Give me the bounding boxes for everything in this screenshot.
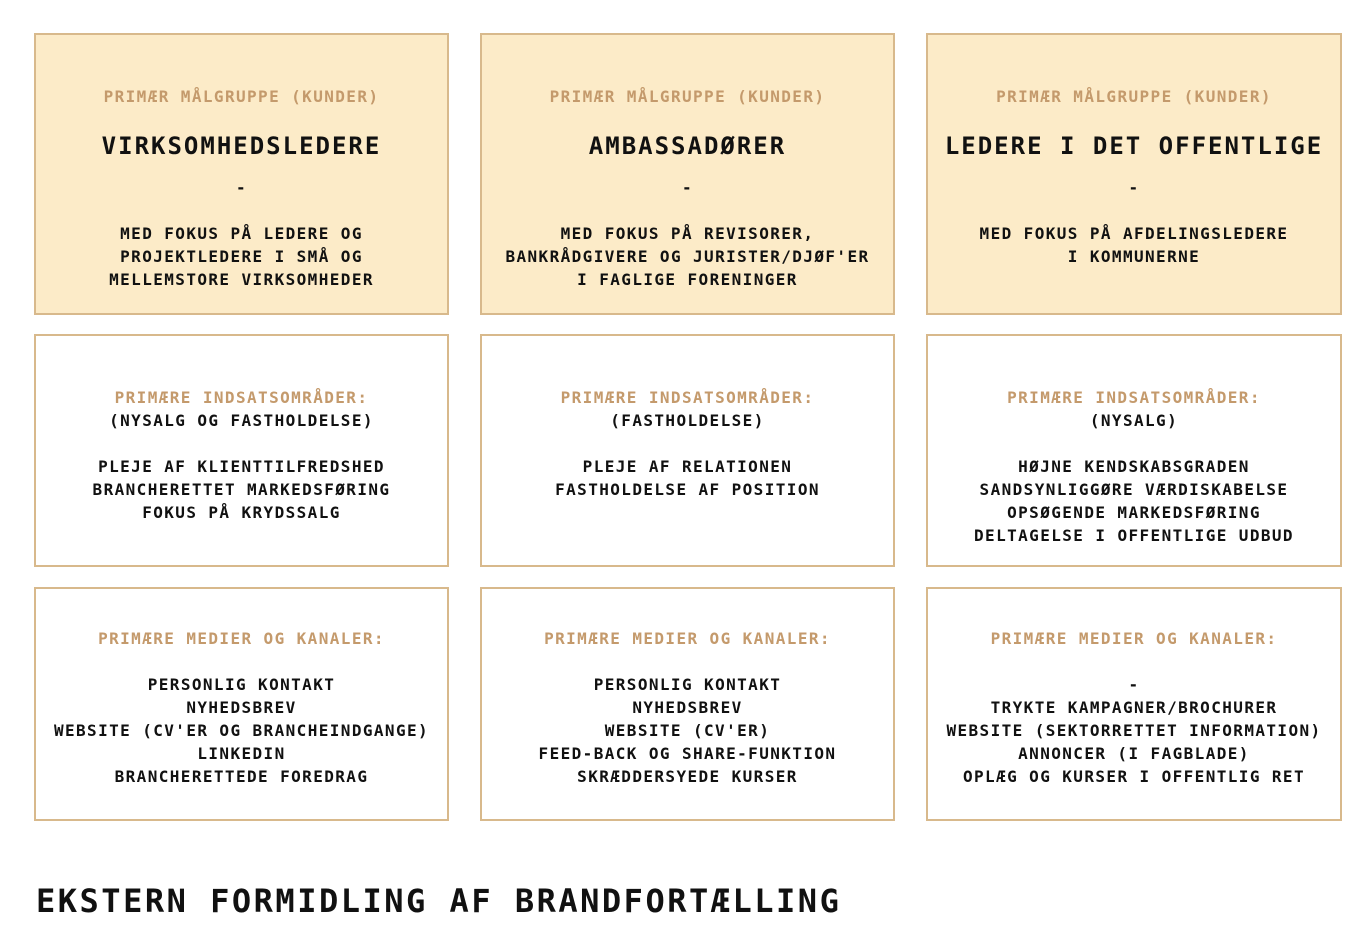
effort-item: OPSØGENDE MARKEDSFØRING bbox=[1007, 503, 1261, 522]
effort-areas-subtitle: (NYSALG OG FASTHOLDELSE) bbox=[109, 411, 374, 430]
description-line: I FAGLIGE FORENINGER bbox=[577, 270, 798, 289]
target-group-kicker: PRIMÆR MÅLGRUPPE (KUNDER) bbox=[549, 87, 826, 106]
target-group-description bbox=[505, 222, 869, 291]
description-line: BANKRÅDGIVERE OG JURISTER/DJØF'ER bbox=[505, 247, 870, 266]
page-title: EKSTERN FORMIDLING AF BRANDFORTÆLLING bbox=[36, 882, 842, 920]
media-item: LINKEDIN bbox=[197, 744, 286, 763]
media-item: NYHEDSBREV bbox=[632, 698, 743, 717]
target-group-title: LEDERE I DET OFFENTLIGE bbox=[944, 132, 1324, 160]
effort-item: SANDSYNLIGGØRE VÆRDISKABELSE bbox=[979, 480, 1289, 499]
target-group-title: AMBASSADØRER bbox=[588, 132, 787, 160]
target-group-description bbox=[980, 222, 1289, 268]
media-channels-card-business-leaders bbox=[34, 587, 449, 821]
media-item: FEED-BACK OG SHARE-FUNKTION bbox=[538, 744, 837, 763]
media-item: PERSONLIG KONTAKT bbox=[593, 675, 782, 694]
effort-areas-card-business-leaders bbox=[34, 334, 449, 567]
effort-item: FASTHOLDELSE AF POSITION bbox=[555, 480, 820, 499]
target-group-card-public-leaders bbox=[926, 33, 1342, 315]
media-item: PERSONLIG KONTAKT bbox=[147, 675, 336, 694]
media-item: WEBSITE (CV'ER OG BRANCHEINDGANGE) bbox=[53, 721, 430, 740]
media-channels-list bbox=[539, 673, 837, 788]
description-line: PROJEKTLEDERE I SMÅ OG bbox=[120, 247, 363, 266]
description-line: MED FOKUS PÅ AFDELINGSLEDERE bbox=[979, 224, 1289, 243]
media-item: OPLÆG OG KURSER I OFFENTLIG RET bbox=[962, 767, 1306, 786]
media-channels-card-ambassadors bbox=[480, 587, 895, 821]
target-group-kicker: PRIMÆR MÅLGRUPPE (KUNDER) bbox=[996, 87, 1272, 106]
media-item: ANNONCER (I FAGBLADE) bbox=[1018, 744, 1250, 763]
media-channels-kicker: PRIMÆRE MEDIER OG KANALER: bbox=[98, 629, 385, 648]
media-channels-kicker: PRIMÆRE MEDIER OG KANALER: bbox=[990, 629, 1278, 648]
media-item: SKRÆDDERSYEDE KURSER bbox=[577, 767, 798, 786]
effort-item: BRANCHERETTET MARKEDSFØRING bbox=[92, 480, 391, 499]
effort-item: PLEJE AF RELATIONEN bbox=[582, 457, 793, 476]
description-line: MELLEMSTORE VIRKSOMHEDER bbox=[109, 270, 374, 289]
target-group-card-ambassadors bbox=[480, 33, 895, 315]
media-item: NYHEDSBREV bbox=[186, 698, 297, 717]
effort-areas-card-ambassadors bbox=[480, 334, 895, 567]
effort-areas-list bbox=[555, 455, 820, 501]
media-channels-list bbox=[54, 673, 429, 788]
target-group-description bbox=[109, 222, 374, 291]
target-group-kicker: PRIMÆR MÅLGRUPPE (KUNDER) bbox=[103, 87, 380, 106]
separator-dash: - bbox=[1128, 178, 1140, 197]
effort-item: FOKUS PÅ KRYDSSALG bbox=[142, 503, 341, 522]
media-channels-list bbox=[946, 673, 1321, 788]
effort-areas-subtitle: (NYSALG) bbox=[1089, 411, 1179, 430]
effort-areas-list bbox=[974, 455, 1294, 547]
effort-areas-list bbox=[93, 455, 391, 524]
effort-areas-kicker: PRIMÆRE INDSATSOMRÅDER: bbox=[560, 388, 815, 407]
effort-areas-kicker: PRIMÆRE INDSATSOMRÅDER: bbox=[114, 388, 369, 407]
media-channels-kicker: PRIMÆRE MEDIER OG KANALER: bbox=[544, 629, 831, 648]
effort-item: PLEJE AF KLIENTTILFREDSHED bbox=[98, 457, 385, 476]
media-item: TRYKTE KAMPAGNER/BROCHURER bbox=[990, 698, 1278, 717]
description-line: I KOMMUNERNE bbox=[1067, 247, 1201, 266]
effort-areas-kicker: PRIMÆRE INDSATSOMRÅDER: bbox=[1007, 388, 1261, 407]
media-item: WEBSITE (SEKTORRETTET INFORMATION) bbox=[946, 721, 1322, 740]
target-group-title: VIRKSOMHEDSLEDERE bbox=[101, 132, 382, 160]
separator-dash: - bbox=[235, 178, 248, 197]
effort-item: HØJNE KENDSKABSGRADEN bbox=[1018, 457, 1250, 476]
media-channels-card-public-leaders bbox=[926, 587, 1342, 821]
media-item: BRANCHERETTEDE FOREDRAG bbox=[114, 767, 369, 786]
target-group-card-business-leaders bbox=[34, 33, 449, 315]
media-item: - bbox=[1128, 675, 1140, 694]
description-line: MED FOKUS PÅ REVISORER, bbox=[560, 224, 815, 243]
media-item: WEBSITE (CV'ER) bbox=[604, 721, 771, 740]
effort-item: DELTAGELSE I OFFENTLIGE UDBUD bbox=[974, 526, 1294, 545]
separator-dash: - bbox=[681, 178, 694, 197]
effort-areas-card-public-leaders bbox=[926, 334, 1342, 567]
description-line: MED FOKUS PÅ LEDERE OG bbox=[120, 224, 363, 243]
effort-areas-subtitle: (FASTHOLDELSE) bbox=[610, 411, 765, 430]
